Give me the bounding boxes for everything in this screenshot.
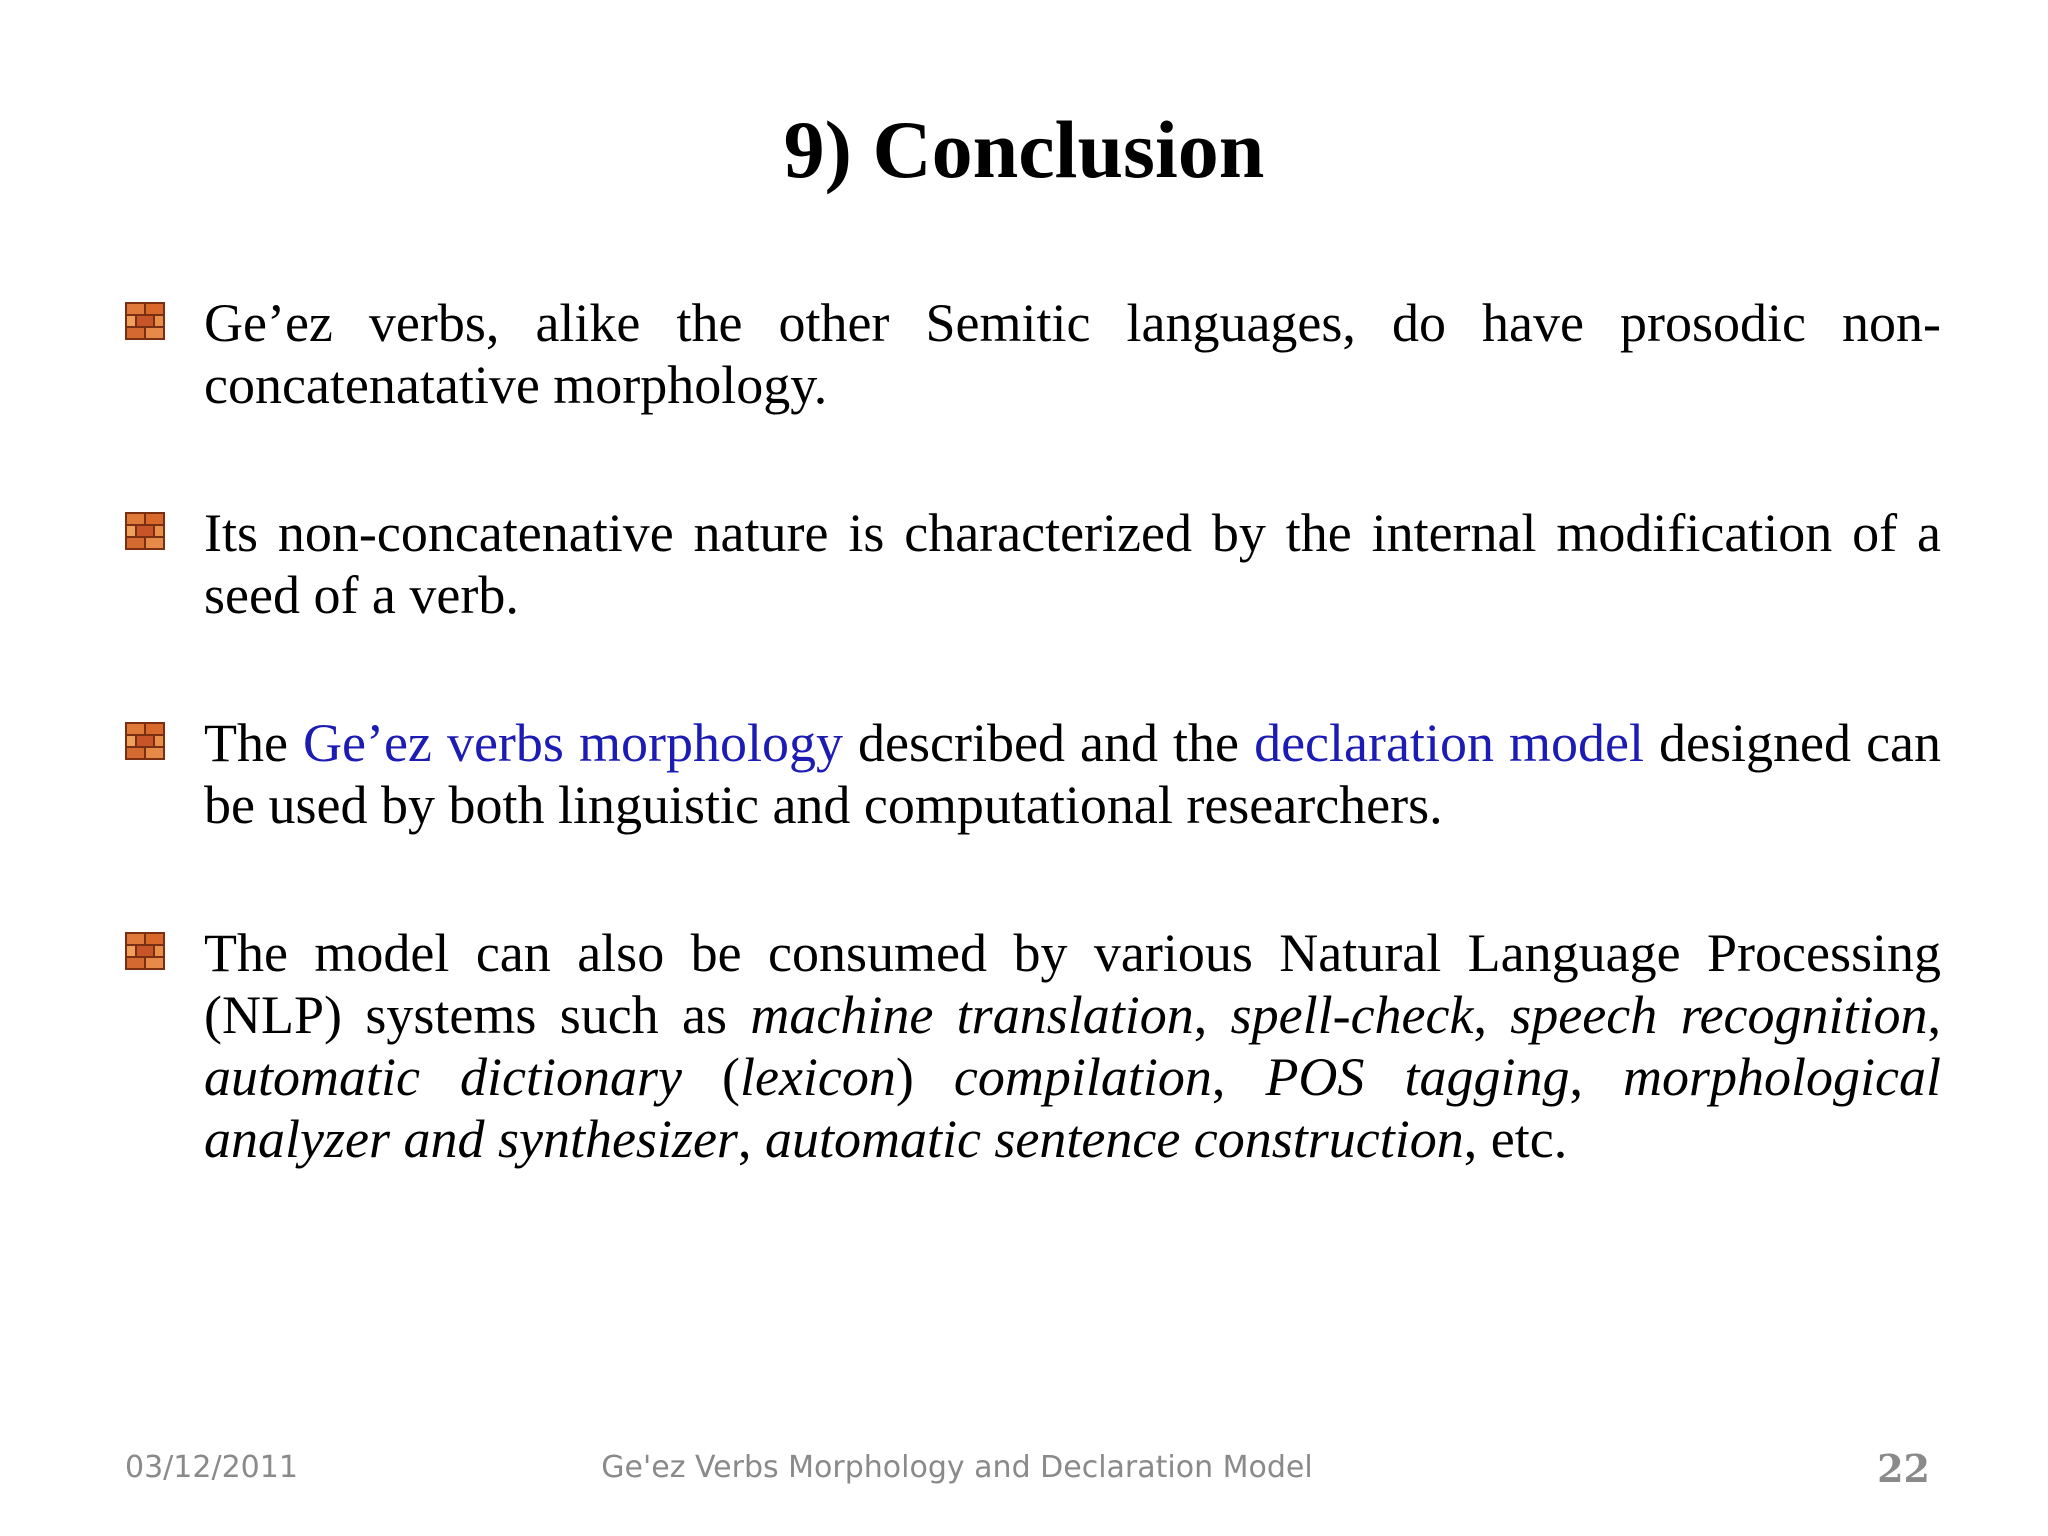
italic-term: morphological analyzer and synthesizer (204, 1047, 1941, 1169)
highlighted-term: Ge’ez verbs morphology (303, 713, 843, 773)
brick-bullet-icon (125, 722, 165, 760)
bullet-text: , (1927, 985, 1942, 1045)
bullet-text: ( (681, 1047, 740, 1107)
bullet-item (125, 712, 1941, 836)
brick-bullet-icon (125, 302, 165, 340)
bullet-text: , (1569, 1047, 1623, 1107)
bullet-text: , etc. (1463, 1109, 1568, 1169)
bullet-text: Ge’ez verbs, alike the other Semitic languages, do have prosodic non-concatenatative morphology. (204, 293, 1941, 415)
footer-title: Ge'ez Verbs Morphology and Declaration Model (601, 1450, 1313, 1485)
bullet-text: described and the (842, 713, 1255, 773)
bullet-text: , (1473, 985, 1511, 1045)
bullet-item (125, 292, 1941, 416)
bullet-text: Its non-concatenative nature is characterized by the internal modification of a seed of a verb. (204, 503, 1941, 625)
page-number: 22 (1877, 1446, 1930, 1491)
italic-term: automatic dictionary (204, 1047, 682, 1107)
bullet-text: , (737, 1109, 765, 1169)
italic-term: automatic sentence construction (764, 1109, 1464, 1169)
bullet-text: The (204, 713, 304, 773)
highlighted-term: declaration model (1254, 713, 1644, 773)
brick-bullet-icon (125, 932, 165, 970)
bullet-text: ) (895, 1047, 954, 1107)
italic-term: POS tagging (1265, 1047, 1570, 1107)
bullet-text: , (1193, 985, 1231, 1045)
italic-term: compilation (953, 1047, 1212, 1107)
italic-term: lexicon (739, 1047, 896, 1107)
italic-term: speech recognition (1510, 985, 1928, 1045)
italic-term: spell-check (1230, 985, 1474, 1045)
bullet-list (125, 292, 1941, 1256)
bullet-text: designed can be used by both linguistic and computational researchers. (204, 713, 1941, 835)
bullet-item (125, 922, 1941, 1170)
bullet-item (125, 502, 1941, 626)
bullet-text: The model can also be consumed by various Natural Language Processing (NLP) systems such as (204, 923, 1941, 1045)
brick-bullet-icon (125, 512, 165, 550)
slide-title: 9) Conclusion (783, 104, 1265, 195)
footer-date: 03/12/2011 (125, 1450, 298, 1485)
italic-term: machine translation (750, 985, 1194, 1045)
bullet-text: , (1211, 1047, 1266, 1107)
